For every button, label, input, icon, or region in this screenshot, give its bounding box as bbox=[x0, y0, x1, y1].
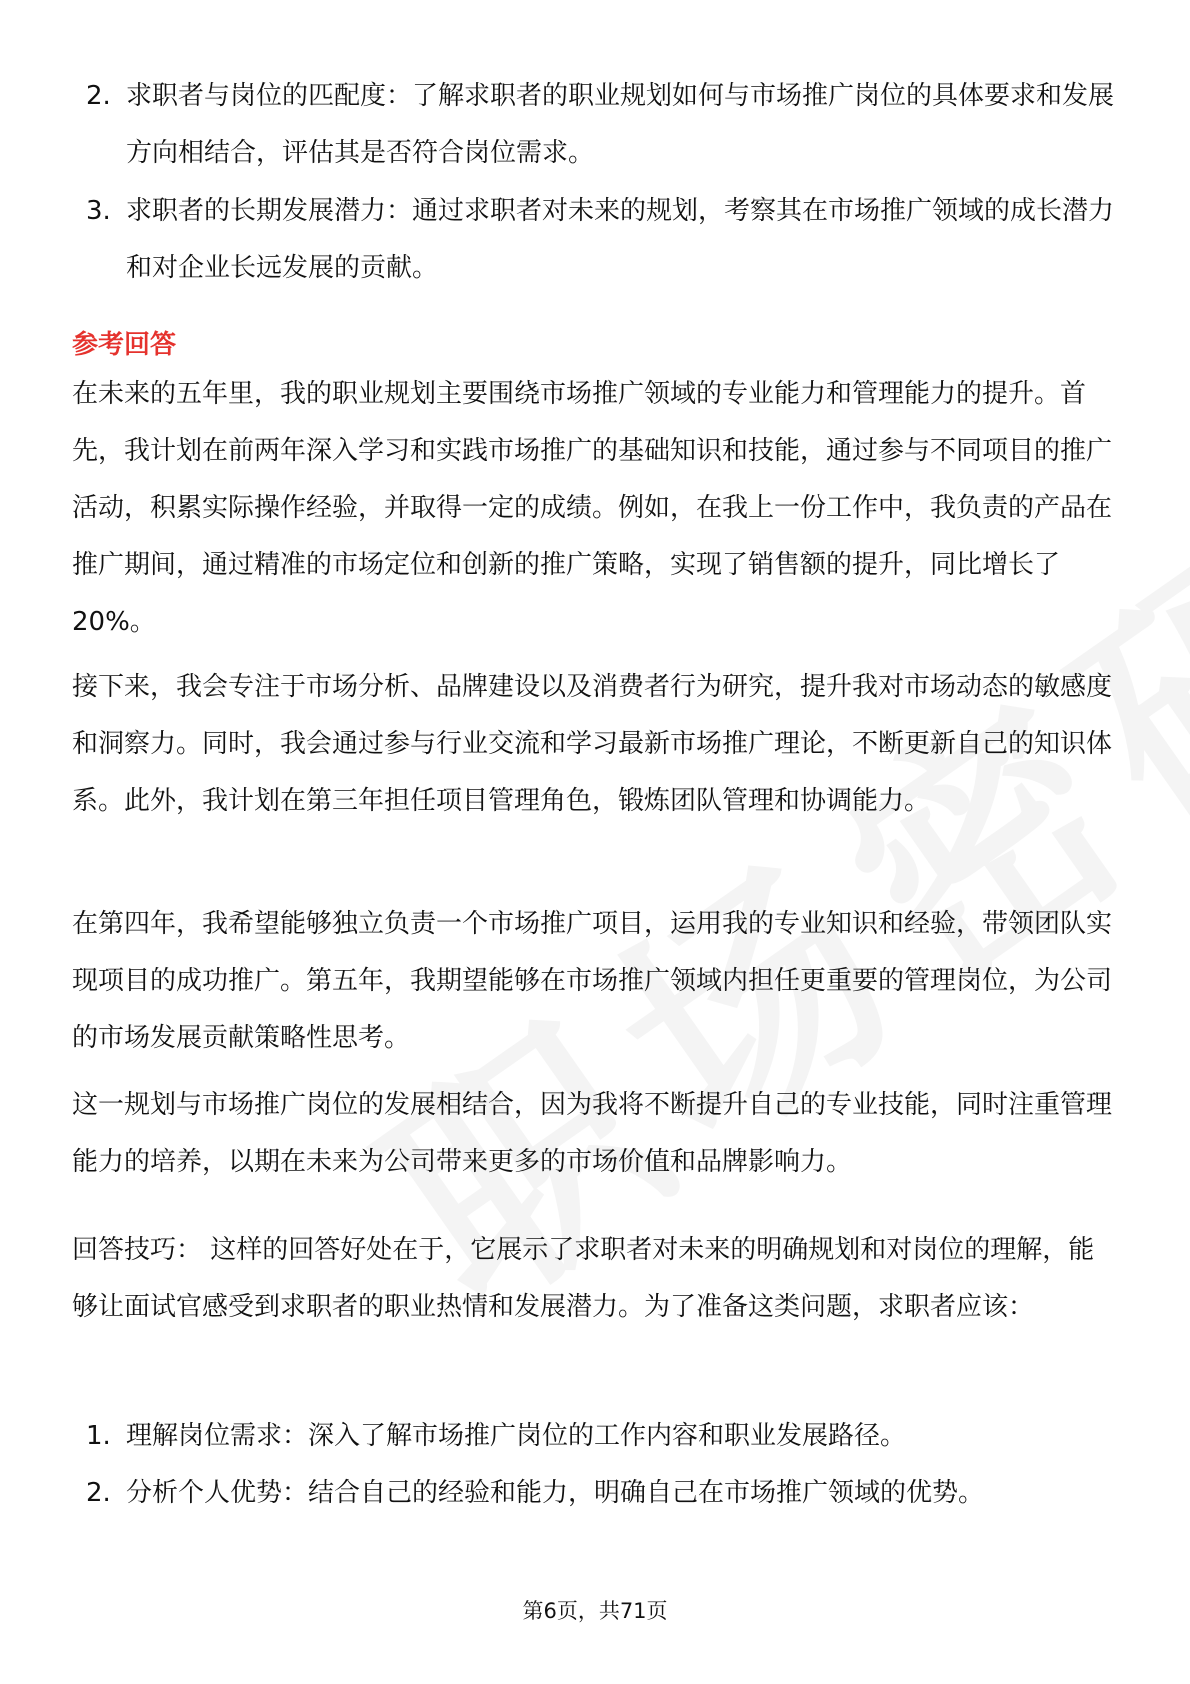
list-item bbox=[72, 1408, 1118, 1465]
list-text: 理解岗位需求：深入了解市场推广岗位的工作内容和职业发展路径。 bbox=[126, 1421, 907, 1451]
list-number: 2. bbox=[86, 81, 111, 111]
answer-paragraph: 在第四年，我希望能够独立负责一个市场推广项目，运用我的专业知识和经验，带领团队实现项目的成功推广。第五年，我期望能够在市场推广领域内担任更重要的管理岗位，为公司的市场发展贡献策略性思考。 bbox=[72, 909, 1113, 1053]
preparation-list bbox=[72, 1408, 1118, 1522]
section-heading: 参考回答 bbox=[72, 330, 177, 360]
tips-paragraph: 回答技巧： 这样的回答好处在于，它展示了求职者对未来的明确规划和对岗位的理解，能够让面试官感受到求职者的职业热情和发展潜力。为了准备这类问题，求职者应该： bbox=[72, 1235, 1095, 1322]
list-text: 求职者的长期发展潜力：通过求职者对未来的规划，考察其在市场推广领域的成长潜力和对企业长远发展的贡献。 bbox=[126, 196, 1115, 283]
list-item bbox=[72, 68, 1118, 182]
list-number: 2. bbox=[86, 1478, 111, 1508]
list-text: 求职者与岗位的匹配度：了解求职者的职业规划如何与市场推广岗位的具体要求和发展方向相结合，评估其是否符合岗位需求。 bbox=[126, 81, 1115, 168]
list-item bbox=[72, 183, 1118, 297]
answer-paragraph: 在未来的五年里，我的职业规划主要围绕市场推广领域的专业能力和管理能力的提升。首先，我计划在前两年深入学习和实践市场推广的基础知识和技能，通过参与不同项目的推广活动，积累实际操作经验，并取得一定的成绩。例如，在我上一份工作中，我负责的产品在推广期间，通过精准的市场定位和创新的推广策略，实现了销售额的提升，同比增长了20%。 bbox=[72, 379, 1113, 637]
criteria-list bbox=[72, 68, 1118, 297]
list-number: 1. bbox=[86, 1421, 111, 1451]
answer-paragraph: 接下来，我会专注于市场分析、品牌建设以及消费者行为研究，提升我对市场动态的敏感度和洞察力。同时，我会通过参与行业交流和学习最新市场推广理论，不断更新自己的知识体系。此外，我计划在第三年担任项目管理角色，锻炼团队管理和协调能力。 bbox=[72, 672, 1113, 816]
list-text: 分析个人优势：结合自己的经验和能力，明确自己在市场推广领域的优势。 bbox=[126, 1478, 985, 1508]
page-number-footer: 第6页，共71页 bbox=[522, 1599, 668, 1623]
list-number: 3. bbox=[86, 196, 111, 226]
answer-paragraph: 这一规划与市场推广岗位的发展相结合，因为我将不断提升自己的专业技能，同时注重管理能力的培养，以期在未来为公司带来更多的市场价值和品牌影响力。 bbox=[72, 1090, 1113, 1177]
list-item bbox=[72, 1465, 1118, 1522]
